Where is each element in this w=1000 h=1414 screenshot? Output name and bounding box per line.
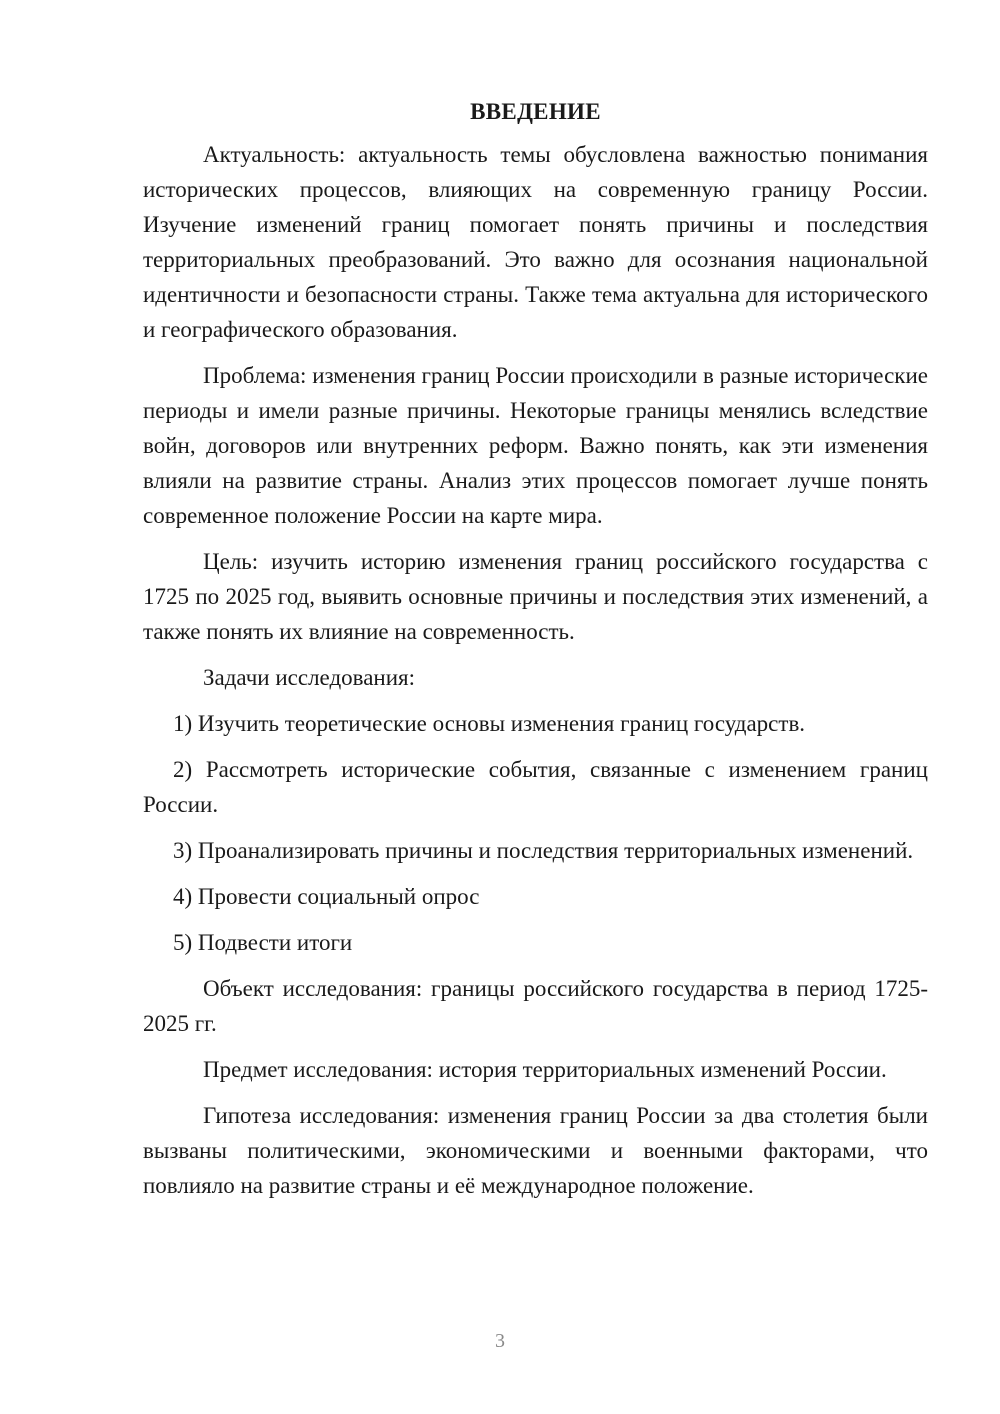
page-content — [143, 94, 928, 1214]
goal-paragraph: Цель: изучить историю изменения границ российского государства с 1725 по 2025 год, выявить основные причины и последствия этих изменений, а также понять их влияние на современность. — [143, 549, 928, 644]
page-number: 3 — [495, 1330, 505, 1352]
subject-paragraph: Предмет исследования: история территориальных изменений России. — [203, 1057, 887, 1082]
hypothesis-paragraph: Гипотеза исследования: изменения границ России за два столетия были вызваны политическими, экономическими и военными факторами, что повлияло на развитие страны и её международное положение. — [143, 1103, 928, 1198]
task-item: 5) Подвести итоги — [173, 930, 353, 955]
task-item: 1) Изучить теоретические основы изменения границ государств. — [173, 711, 806, 736]
task-item: 3) Проанализировать причины и последствия территориальных изменений. — [173, 838, 914, 863]
object-paragraph: Объект исследования: границы российского государства в период 1725-2025 гг. — [143, 976, 928, 1036]
relevance-paragraph: Актуальность: актуальность темы обусловлена важностью понимания исторических процессов, влияющих на современную границу России. Изучение изменений границ помогает понять причины и последствия территориальных преобразований. Это важно для осознания национальной идентичности и безопасности страны. Также тема актуальна для исторического и географического образования. — [143, 142, 928, 342]
tasks-heading: Задачи исследования: — [203, 665, 416, 690]
section-title: ВВЕДЕНИЕ — [470, 99, 601, 124]
task-item: 2) Рассмотреть исторические события, связанные с изменением границ России. — [143, 757, 928, 817]
task-item: 4) Провести социальный опрос — [173, 884, 480, 909]
problem-paragraph: Проблема: изменения границ России происходили в разные исторические периоды и имели разные причины. Некоторые границы менялись вследствие войн, договоров или внутренних реформ. Важно понять, как эти изменения влияли на развитие страны. Анализ этих процессов помогает лучше понять современное положение России на карте мира. — [143, 363, 928, 528]
